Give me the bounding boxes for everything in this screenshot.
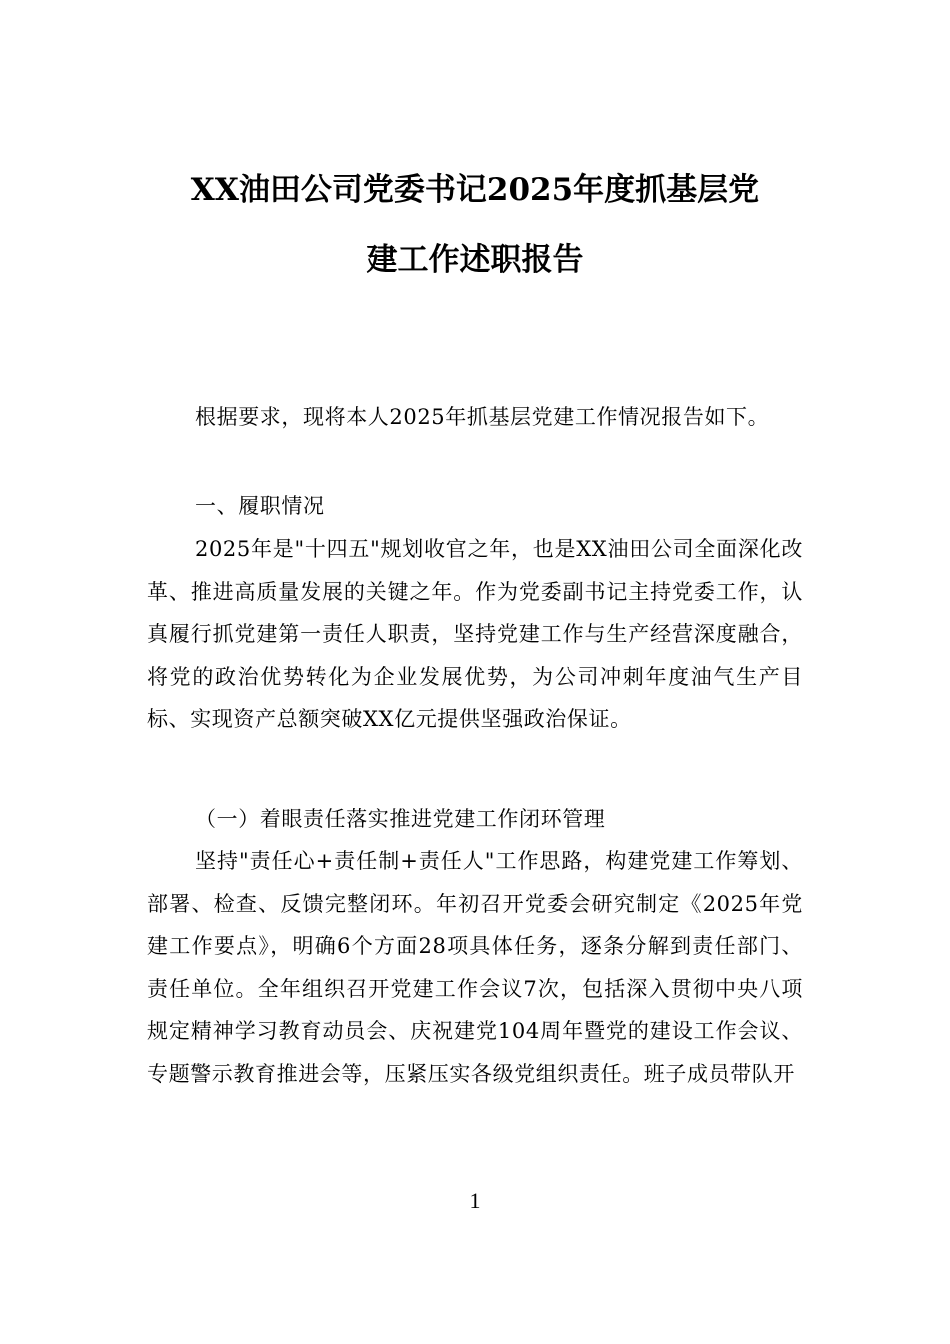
document-title-line-2: 建工作述职报告 [366, 242, 584, 278]
body-paragraph: 坚持"责任心+责任制+责任人"工作思路，构建党建工作筹划、部署、检查、反馈完整闭环。年初召开党委会研究制定《2025年党建工作要点》，明确6个方面28项具体任务，逐条分解到责任部门、责任单位。全年组织召开党建工作会议7次，包括深入贯彻中央八项规定精神学习教育动员会、庆祝建党104周年暨党的建设工作会议、专题警示教育推进会等，压紧压实各级党组织责任。班子成员带队开 [147, 849, 803, 1086]
body-paragraph: 2025年是"十四五"规划收官之年，也是XX油田公司全面深化改革、推进高质量发展的关键之年。作为党委副书记主持党委工作，认真履行抓党建第一责任人职责，坚持党建工作与生产经营深度融合，将党的政治优势转化为企业发展优势，为公司冲刺年度油气生产目标、实现资产总额突破XX亿元提供坚强政治保证。 [147, 537, 803, 731]
page-number: 1 [469, 1188, 481, 1213]
subsection-heading: （一）着眼责任落实推进党建工作闭环管理 [195, 807, 606, 831]
intro-paragraph: 根据要求，现将本人2025年抓基层党建工作情况报告如下。 [195, 405, 770, 429]
document-title-line-1: XX油田公司党委书记2025年度抓基层党 [190, 172, 760, 208]
section-heading: 一、履职情况 [195, 494, 325, 518]
